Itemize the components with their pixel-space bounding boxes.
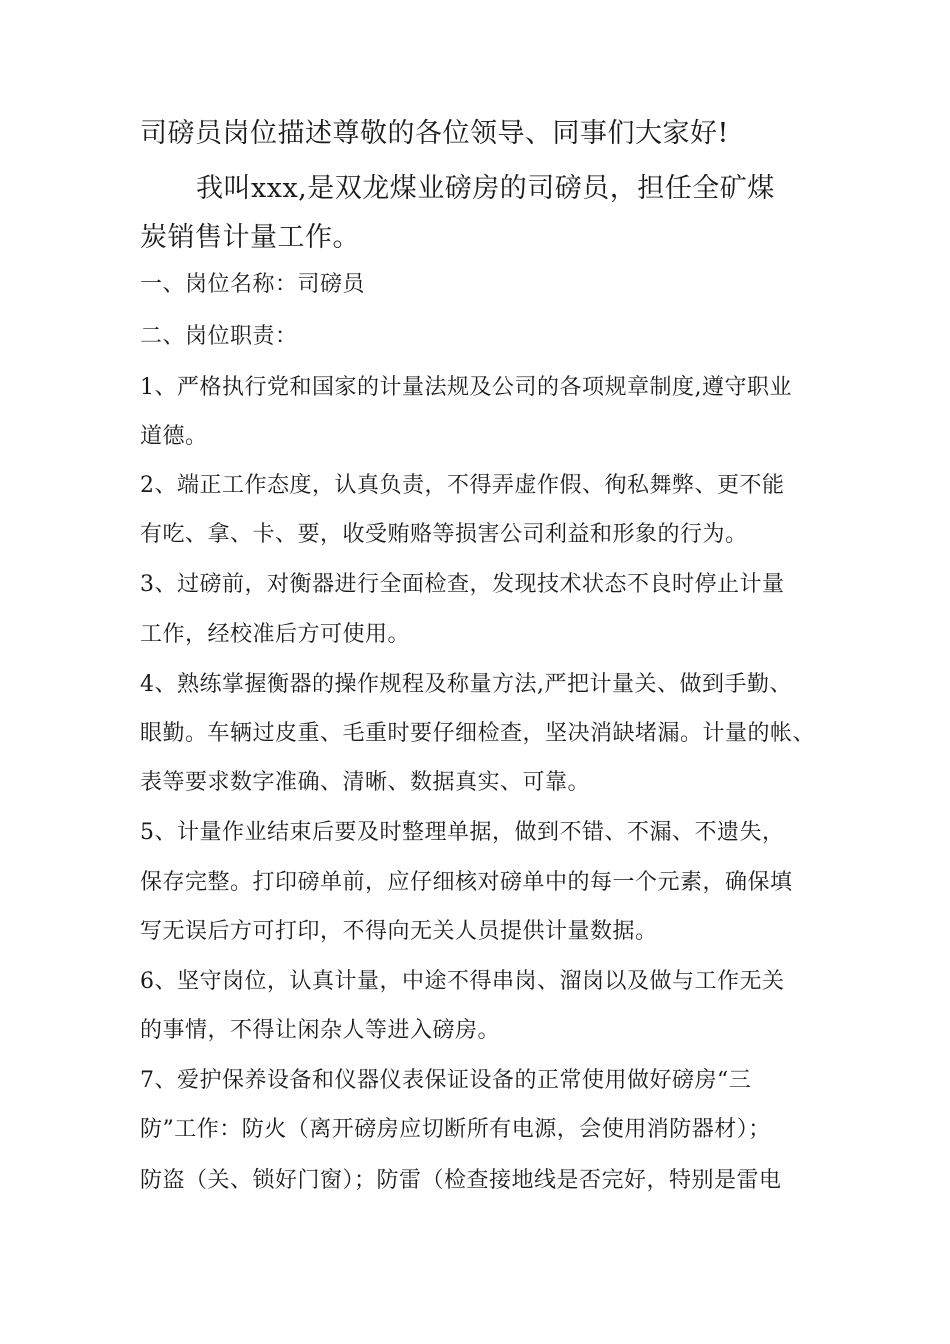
body-line: 6、坚守岗位，认真计量，中途不得串岗、溜岗以及做与工作无关 xyxy=(140,969,785,994)
intro-line-1: 我叫xxx,是双龙煤业磅房的司磅员，担任全矿煤 xyxy=(196,173,775,204)
body-line: 写无误后方可打印，不得向无关人员提供计量数据。 xyxy=(140,919,658,944)
body-line: 眼勤。车辆过皮重、毛重时要仔细检查，坚决消缺堵漏。计量的帐、 xyxy=(140,721,816,746)
body-line: 保存完整。打印磅单前，应仔细核对磅单中的每一个元素，确保填 xyxy=(140,870,793,895)
intro-line-2: 炭销售计量工作。 xyxy=(140,222,360,253)
body-line: 3、过磅前，对衡器进行全面检查，发现技术状态不良时停止计量 xyxy=(140,572,785,597)
body-line: 7、爱护保养设备和仪器仪表保证设备的正常使用做好磅房“三 xyxy=(140,1068,752,1093)
body-line: 防盗（关、锁好门窗）；防雷（检查接地线是否完好，特别是雷电 xyxy=(140,1168,782,1193)
body-line: 工作，经校准后方可使用。 xyxy=(140,622,411,647)
body-line: 表等要求数字准确、清晰、数据真实、可靠。 xyxy=(140,770,591,795)
body-line: 2、端正工作态度，认真负责，不得弄虚作假、徇私舞弊、更不能 xyxy=(140,473,785,498)
body-line: 一、岗位名称：司磅员 xyxy=(140,272,366,297)
body-line: 4、熟练掌握衡器的操作规程及称量方法,严把计量关、做到手勤、 xyxy=(140,672,792,697)
body-line: 的事情，不得让闲杂人等进入磅房。 xyxy=(140,1018,501,1043)
body-line: 有吃、拿、卡、要，收受贿赂等损害公司利益和形象的行为。 xyxy=(140,522,748,547)
body-line: 二、岗位职责： xyxy=(140,324,298,349)
document-heading: 司磅员岗位描述尊敬的各位领导、同事们大家好! xyxy=(140,118,729,149)
body-line: 5、计量作业结束后要及时整理单据，做到不错、不漏、不遗失， xyxy=(140,820,785,845)
body-line: 道德。 xyxy=(140,424,208,449)
body-line: 防”工作：防火（离开磅房应切断所有电源，会使用消防器材）； xyxy=(140,1117,771,1142)
body-line: 1、严格执行党和国家的计量法规及公司的各项规章制度,遵守职业 xyxy=(140,375,792,400)
